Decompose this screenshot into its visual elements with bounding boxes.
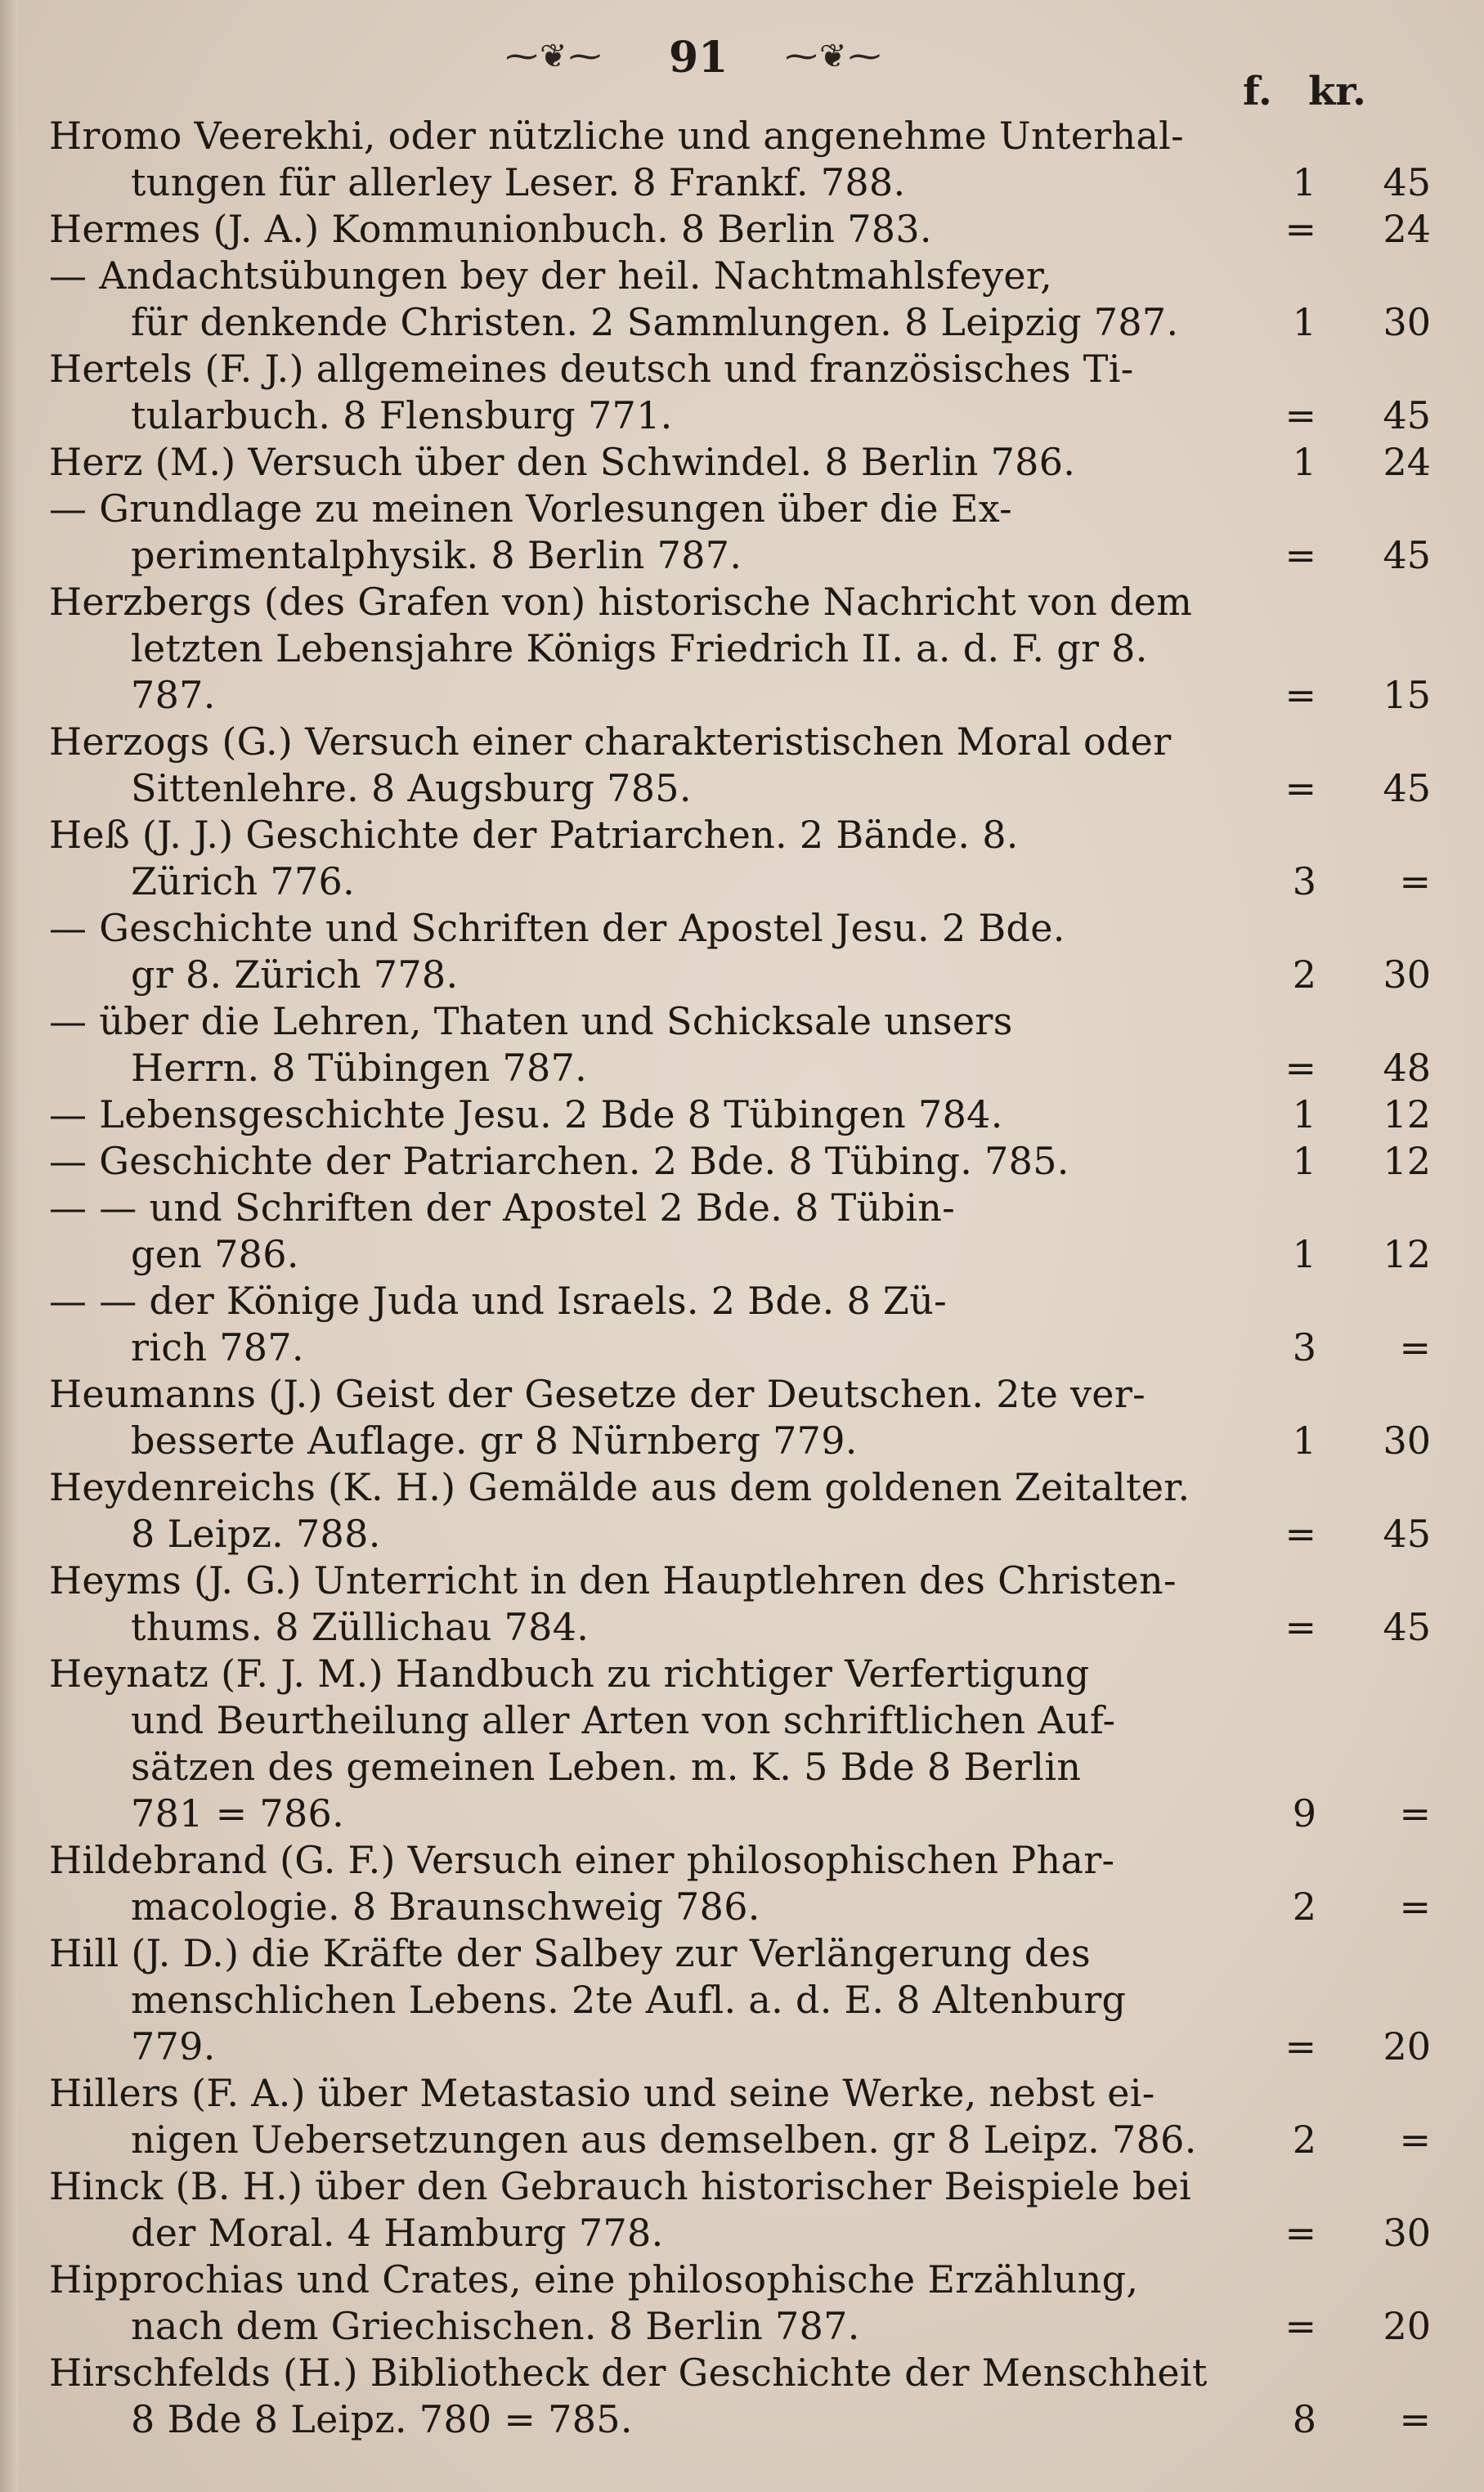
catalog-entry xyxy=(49,1185,1439,1278)
entry-text: Hillers (F. A.) über Metastasio und seine Werke, nebst ei- xyxy=(49,2071,1155,2115)
entry-text: Herzogs (G.) Versuch einer charakteristischen Moral oder xyxy=(49,719,1172,764)
price-florin: = xyxy=(1284,2024,1316,2068)
price-kreuzer: 24 xyxy=(1383,207,1431,251)
price-florin: = xyxy=(1284,2304,1316,2348)
entry-text: Heß (J. J.) Geschichte der Patriarchen. 2 Bände. 8. xyxy=(49,813,1019,857)
column-header-kreuzer: kr. xyxy=(1308,69,1366,114)
catalog-entry xyxy=(49,1651,1439,1837)
entry-text: Hill (J. D.) die Kräfte der Salbey zur Verlängerung des xyxy=(49,1931,1091,1975)
entry-line xyxy=(49,206,1439,253)
entry-line xyxy=(49,625,1439,672)
catalog-entry xyxy=(49,1371,1439,1464)
price-florin: 3 xyxy=(1292,859,1316,903)
price-kreuzer: 45 xyxy=(1383,1605,1431,1649)
entry-line xyxy=(49,1418,1439,1464)
entry-line xyxy=(49,905,1439,952)
price-kreuzer: = xyxy=(1399,1791,1431,1835)
price-florin: 9 xyxy=(1292,1791,1316,1835)
entry-text: — Geschichte der Patriarchen. 2 Bde. 8 Tübing. 785. xyxy=(49,1139,1069,1183)
catalog-entry xyxy=(49,486,1439,579)
entry-line xyxy=(49,579,1439,625)
catalog-entry xyxy=(49,2350,1439,2443)
entry-line xyxy=(49,2070,1439,2117)
price-florin: 2 xyxy=(1292,952,1316,997)
catalog-entries xyxy=(49,113,1439,2443)
entry-line xyxy=(49,1324,1439,1371)
entry-text: Herzbergs (des Grafen von) historische Nachricht von dem xyxy=(49,580,1193,624)
entry-text: tungen für allerley Leser. 8 Frankf. 788. xyxy=(131,160,906,204)
price-florin: = xyxy=(1284,2211,1316,2255)
catalog-entry xyxy=(49,579,1439,719)
entry-text: Herz (M.) Versuch über den Schwindel. 8 Berlin 786. xyxy=(49,440,1076,484)
entry-line xyxy=(49,253,1439,299)
entry-text: Heumanns (J.) Geist der Gesetze der Deutschen. 2te ver- xyxy=(49,1372,1146,1416)
catalog-entry xyxy=(49,1558,1439,1651)
entry-text: der Moral. 4 Hamburg 778. xyxy=(131,2211,664,2255)
price-kreuzer: 12 xyxy=(1383,1092,1431,1136)
entry-line xyxy=(49,998,1439,1045)
entry-text: 779. xyxy=(131,2024,216,2068)
ornament-right: ⁓❦⁓ xyxy=(785,38,883,75)
price-florin: 2 xyxy=(1292,1885,1316,1929)
entry-line xyxy=(49,2210,1439,2257)
catalog-entry xyxy=(49,2163,1439,2257)
price-kreuzer: = xyxy=(1399,2397,1431,2441)
catalog-entry xyxy=(49,719,1439,812)
entry-line xyxy=(49,2396,1439,2443)
entry-text: 8 Bde 8 Leipz. 780 = 785. xyxy=(131,2397,633,2441)
price-florin: 1 xyxy=(1292,1419,1316,1463)
catalog-entry xyxy=(49,1930,1439,2070)
price-kreuzer: 12 xyxy=(1383,1139,1431,1183)
price-florin: = xyxy=(1284,673,1316,717)
price-florin: = xyxy=(1284,766,1316,810)
price-florin: = xyxy=(1284,393,1316,437)
entry-text: perimentalphysik. 8 Berlin 787. xyxy=(131,533,742,577)
price-florin: = xyxy=(1284,1046,1316,1090)
entry-text: macologie. 8 Braunschweig 786. xyxy=(131,1885,760,1929)
entry-line xyxy=(49,299,1439,346)
entry-text: Zürich 776. xyxy=(131,859,356,903)
ornament-left: ⁓❦⁓ xyxy=(505,38,603,75)
page-edge xyxy=(0,0,18,2492)
price-kreuzer: 15 xyxy=(1383,673,1431,717)
price-kreuzer: 20 xyxy=(1383,2024,1431,2068)
entry-line xyxy=(49,1138,1439,1185)
entry-line xyxy=(49,1977,1439,2024)
entry-text: Herrn. 8 Tübingen 787. xyxy=(131,1046,588,1090)
entry-line xyxy=(49,346,1439,392)
price-kreuzer: 24 xyxy=(1383,440,1431,484)
entry-text: — Geschichte und Schriften der Apostel Jesu. 2 Bde. xyxy=(49,906,1065,950)
entry-text: tularbuch. 8 Flensburg 771. xyxy=(131,393,673,437)
entry-line xyxy=(49,1511,1439,1558)
entry-text: menschlichen Lebens. 2te Aufl. a. d. E. 8 Altenburg xyxy=(131,1978,1127,2022)
catalog-entry xyxy=(49,1138,1439,1185)
entry-line xyxy=(49,1464,1439,1511)
entry-text: und Beurtheilung aller Arten von schriftlichen Auf- xyxy=(131,1698,1116,1742)
entry-text: Hipprochias und Crates, eine philosophische Erzählung, xyxy=(49,2257,1139,2302)
catalog-entry xyxy=(49,113,1439,206)
entry-line xyxy=(49,113,1439,159)
entry-text: Heynatz (F. J. M.) Handbuch zu richtiger Verfertigung xyxy=(49,1652,1090,1696)
entry-line xyxy=(49,532,1439,579)
entry-line xyxy=(49,1791,1439,1837)
catalog-entry xyxy=(49,253,1439,346)
price-kreuzer: 45 xyxy=(1383,533,1431,577)
price-kreuzer: 45 xyxy=(1383,393,1431,437)
entry-line xyxy=(49,2350,1439,2396)
catalog-entry xyxy=(49,998,1439,1091)
catalog-entry xyxy=(49,346,1439,439)
column-header-florin: f. xyxy=(1243,69,1272,114)
entry-text: Hinck (B. H.) über den Gebrauch historischer Beispiele bei xyxy=(49,2164,1192,2208)
entry-line xyxy=(49,1651,1439,1697)
entry-line xyxy=(49,2303,1439,2350)
entry-text: thums. 8 Züllichau 784. xyxy=(131,1605,590,1649)
price-kreuzer: = xyxy=(1399,1325,1431,1369)
entry-line xyxy=(49,1604,1439,1651)
entry-line xyxy=(49,1231,1439,1278)
entry-line xyxy=(49,159,1439,206)
entry-text: — über die Lehren, Thaten und Schicksale unsers xyxy=(49,999,1013,1043)
price-kreuzer: 30 xyxy=(1383,300,1431,344)
price-kreuzer: 45 xyxy=(1383,160,1431,204)
entry-text: rich 787. xyxy=(131,1325,304,1369)
price-kreuzer: 30 xyxy=(1383,2211,1431,2255)
price-florin: = xyxy=(1284,533,1316,577)
entry-line xyxy=(49,1837,1439,1884)
catalog-entry xyxy=(49,439,1439,486)
entry-line xyxy=(49,439,1439,486)
entry-line xyxy=(49,1697,1439,1744)
entry-text: 8 Leipz. 788. xyxy=(131,1512,381,1556)
catalog-entry xyxy=(49,206,1439,253)
entry-line xyxy=(49,1558,1439,1604)
catalog-entry xyxy=(49,1464,1439,1558)
entry-line xyxy=(49,812,1439,858)
price-kreuzer: 12 xyxy=(1383,1232,1431,1276)
entry-line xyxy=(49,2117,1439,2163)
entry-text: gen 786. xyxy=(131,1232,299,1276)
price-florin: = xyxy=(1284,207,1316,251)
entry-line xyxy=(49,1884,1439,1930)
entry-text: — Lebensgeschichte Jesu. 2 Bde 8 Tübingen 784. xyxy=(49,1092,1003,1136)
entry-text: besserte Auflage. gr 8 Nürnberg 779. xyxy=(131,1419,858,1463)
entry-line xyxy=(49,858,1439,905)
catalog-entry xyxy=(49,1278,1439,1371)
price-florin: = xyxy=(1284,1512,1316,1556)
price-kreuzer: = xyxy=(1399,2118,1431,2162)
catalog-entry xyxy=(49,1837,1439,1930)
entry-line xyxy=(49,1045,1439,1091)
price-kreuzer: 48 xyxy=(1383,1046,1431,1090)
entry-text: — Grundlage zu meinen Vorlesungen über die Ex- xyxy=(49,486,1012,531)
price-kreuzer: 30 xyxy=(1383,952,1431,997)
price-florin: 1 xyxy=(1292,160,1316,204)
entry-text: Hromo Veerekhi, oder nützliche und angenehme Unterhal- xyxy=(49,114,1185,158)
entry-line xyxy=(49,952,1439,998)
price-kreuzer: 45 xyxy=(1383,1512,1431,1556)
catalog-entry xyxy=(49,1091,1439,1138)
entry-line xyxy=(49,1091,1439,1138)
entry-line xyxy=(49,2024,1439,2070)
price-florin: 1 xyxy=(1292,300,1316,344)
entry-line xyxy=(49,765,1439,812)
entry-line xyxy=(49,1744,1439,1791)
price-kreuzer: = xyxy=(1399,859,1431,903)
page-number: 91 xyxy=(669,33,729,83)
entry-text: für denkende Christen. 2 Sammlungen. 8 Leipzig 787. xyxy=(131,300,1179,344)
catalog-entry xyxy=(49,905,1439,998)
entry-text: — — der Könige Juda und Israels. 2 Bde. 8 Zü- xyxy=(49,1279,947,1323)
entry-text: nigen Uebersetzungen aus demselben. gr 8 Leipz. 786. xyxy=(131,2118,1197,2162)
price-kreuzer: 30 xyxy=(1383,1419,1431,1463)
entry-text: sätzen des gemeinen Leben. m. K. 5 Bde 8 Berlin xyxy=(131,1745,1082,1789)
price-florin: 1 xyxy=(1292,1092,1316,1136)
entry-line xyxy=(49,719,1439,765)
entry-text: 787. xyxy=(131,673,216,717)
catalog-entry xyxy=(49,2257,1439,2350)
price-florin: 3 xyxy=(1292,1325,1316,1369)
entry-line xyxy=(49,486,1439,532)
entry-text: nach dem Griechischen. 8 Berlin 787. xyxy=(131,2304,860,2348)
price-florin: 8 xyxy=(1292,2397,1316,2441)
price-kreuzer: = xyxy=(1399,1885,1431,1929)
entry-text: letzten Lebensjahre Königs Friedrich II. a. d. F. gr 8. xyxy=(131,626,1148,670)
entry-text: Hildebrand (G. F.) Versuch einer philosophischen Phar- xyxy=(49,1838,1115,1882)
price-florin: 1 xyxy=(1292,1232,1316,1276)
price-florin: 1 xyxy=(1292,1139,1316,1183)
entry-line xyxy=(49,1371,1439,1418)
entry-text: — — und Schriften der Apostel 2 Bde. 8 Tübin- xyxy=(49,1185,956,1230)
entry-line xyxy=(49,2163,1439,2210)
entry-line xyxy=(49,1930,1439,1977)
price-florin: 2 xyxy=(1292,2118,1316,2162)
price-florin: = xyxy=(1284,1605,1316,1649)
entry-text: Sittenlehre. 8 Augsburg 785. xyxy=(131,766,692,810)
entry-text: Heyms (J. G.) Unterricht in den Hauptlehren des Christen- xyxy=(49,1558,1177,1602)
entry-text: 781 = 786. xyxy=(131,1791,345,1835)
entry-text: gr 8. Zürich 778. xyxy=(131,952,459,997)
entry-line xyxy=(49,1278,1439,1324)
entry-text: Hertels (F. J.) allgemeines deutsch und französisches Ti- xyxy=(49,347,1134,391)
entry-text: Heydenreichs (K. H.) Gemälde aus dem goldenen Zeitalter. xyxy=(49,1465,1190,1509)
entry-text: — Andachtsübungen bey der heil. Nachtmahlsfeyer, xyxy=(49,253,1053,298)
entry-text: Hermes (J. A.) Kommunionbuch. 8 Berlin 783. xyxy=(49,207,932,251)
entry-line xyxy=(49,392,1439,439)
entry-line xyxy=(49,672,1439,719)
price-florin: 1 xyxy=(1292,440,1316,484)
catalog-entry xyxy=(49,812,1439,905)
price-kreuzer: 20 xyxy=(1383,2304,1431,2348)
catalog-entry xyxy=(49,2070,1439,2163)
entry-line xyxy=(49,1185,1439,1231)
entry-line xyxy=(49,2257,1439,2303)
entry-text: Hirschfelds (H.) Bibliotheck der Geschichte der Menschheit xyxy=(49,2351,1208,2395)
price-kreuzer: 45 xyxy=(1383,766,1431,810)
